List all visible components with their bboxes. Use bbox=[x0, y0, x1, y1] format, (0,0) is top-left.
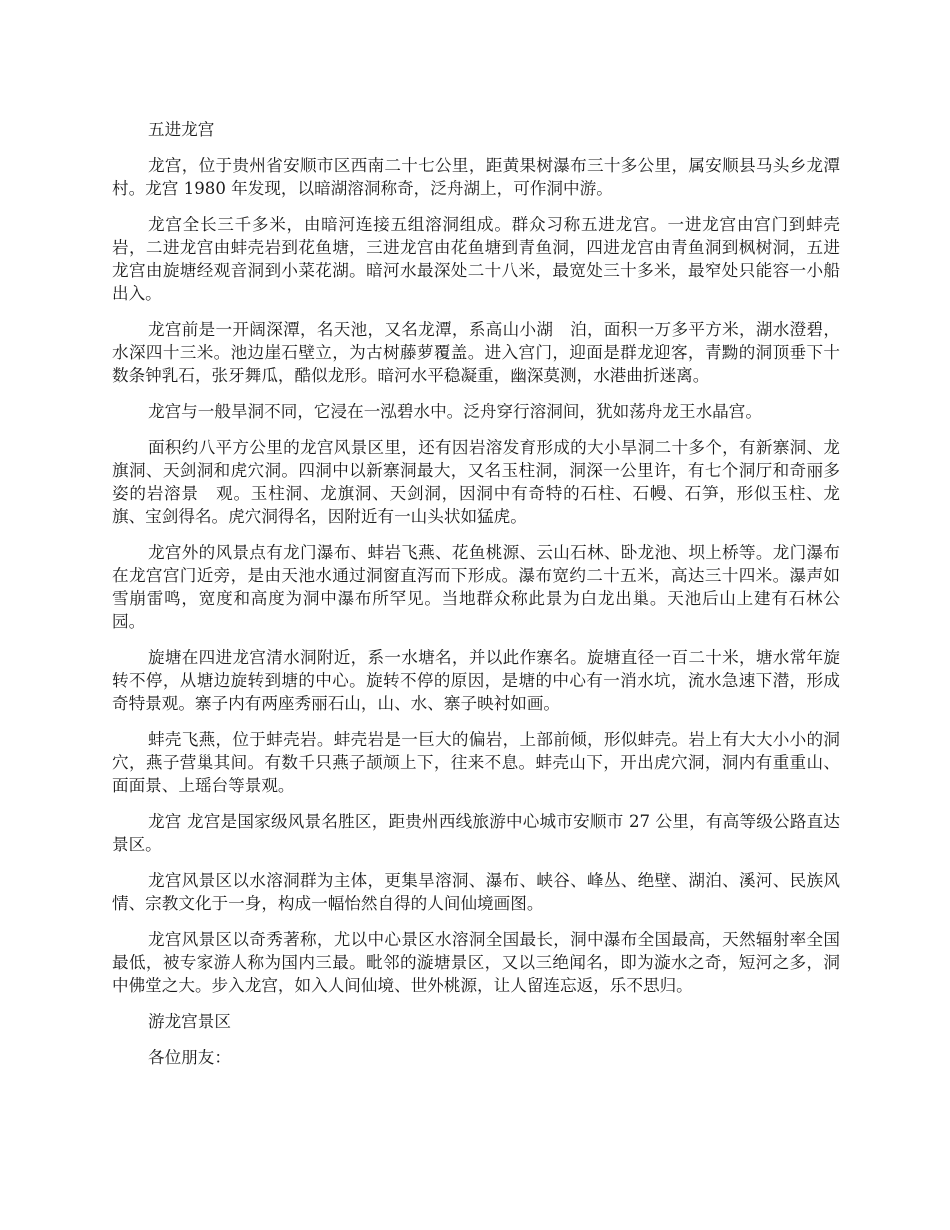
document-title: 五进龙宫 bbox=[148, 120, 215, 139]
paragraph-11: 龙宫风景区以奇秀著称，尤以中心景区水溶洞全国最长，洞中瀑布全国最高，天然辐射率全国最低，被专家游人称为国内三最。毗邻的漩塘景区，又以三绝闻名，即为漩水之奇，短河之多，洞中佛堂之大。步入龙宫，如入人间仙境、世外桃源，让人留连忘返，乐不思归。 bbox=[112, 930, 840, 995]
paragraph-5: 面积约八平方公里的龙宫风景区里，还有因岩溶发育形成的大小旱洞二十多个，有新寨洞、龙旗洞、天剑洞和虎穴洞。四洞中以新寨洞最大，又名玉柱洞，洞深一公里许，有七个洞厅和奇丽多姿的岩溶景 观。玉柱洞、龙旗洞、天剑洞，因洞中有奇特的石柱、石幔、石笋，形似玉柱、龙旗、宝剑得名。虎穴洞得名，因附近有一山头状如猛虎。 bbox=[112, 438, 840, 526]
document-page bbox=[112, 118, 840, 1082]
greeting-line: 各位朋友： bbox=[148, 1048, 231, 1067]
section-subtitle: 游龙宫景区 bbox=[148, 1012, 231, 1031]
paragraph-6: 龙宫外的风景点有龙门瀑布、蚌岩飞燕、花鱼桃源、云山石林、卧龙池、坝上桥等。龙门瀑布在龙宫宫门近旁，是由天池水通过洞窗直泻而下形成。瀑布宽约二十五米，高达三十四米。瀑声如雪崩雷鸣，宽度和高度为洞中瀑布所罕见。当地群众称此景为白龙出巢。天池后山上建有石林公园。 bbox=[112, 543, 840, 631]
paragraph-3: 龙宫前是一开阔深潭，名天池，又名龙潭，系高山小湖 泊，面积一万多平方米，湖水澄碧，水深四十三米。池边崖石壁立，为古树藤萝覆盖。进入宫门，迎面是群龙迎客，青黝的洞顶垂下十数条钟乳石，张牙舞瓜，酷似龙形。暗河水平稳凝重，幽深莫测，水港曲折迷离。 bbox=[112, 320, 840, 385]
paragraph-10: 龙宫风景区以水溶洞群为主体，更集旱溶洞、瀑布、峡谷、峰丛、绝壁、湖泊、溪河、民族风情、宗教文化于一身，构成一幅怡然自得的人间仙境画图。 bbox=[112, 871, 840, 913]
paragraph-8: 蚌壳飞燕，位于蚌壳岩。蚌壳岩是一巨大的偏岩，上部前倾，形似蚌壳。岩上有大大小小的洞穴，燕子营巢其间。有数千只燕子颉颃上下，往来不息。蚌壳山下，开出虎穴洞，洞内有重重山、面面景、上瑶台等景观。 bbox=[112, 730, 840, 795]
paragraph-1: 龙宫，位于贵州省安顺市区西南二十七公里，距黄果树瀑布三十多公里，属安顺县马头乡龙潭村。龙宫 1980 年发现，以暗湖溶洞称奇，泛舟湖上，可作洞中游。 bbox=[112, 156, 840, 198]
paragraph-2: 龙宫全长三千多米，由暗河连接五组溶洞组成。群众习称五进龙宫。一进龙宫由宫门到蚌壳岩，二进龙宫由蚌壳岩到花鱼塘，三进龙宫由花鱼塘到青鱼洞，四进龙宫由青鱼洞到枫树洞，五进龙宫由旋塘经观音洞到小菜花湖。暗河水最深处二十八米，最宽处三十多米，最窄处只能容一小船出入。 bbox=[112, 215, 840, 303]
paragraph-9: 龙宫 龙宫是国家级风景名胜区，距贵州西线旅游中心城市安顺市 27 公里，有高等级公路直达景区。 bbox=[112, 812, 840, 854]
paragraph-7: 旋塘在四进龙宫清水洞附近，系一水塘名，并以此作寨名。旋塘直径一百二十米，塘水常年旋转不停，从塘边旋转到塘的中心。旋转不停的原因，是塘的中心有一消水坑，流水急速下潜，形成奇特景观。寨子内有两座秀丽石山，山、水、寨子映衬如画。 bbox=[112, 648, 840, 713]
paragraph-4: 龙宫与一般旱洞不同，它浸在一泓碧水中。泛舟穿行溶洞间，犹如荡舟龙王水晶宫。 bbox=[148, 402, 762, 421]
